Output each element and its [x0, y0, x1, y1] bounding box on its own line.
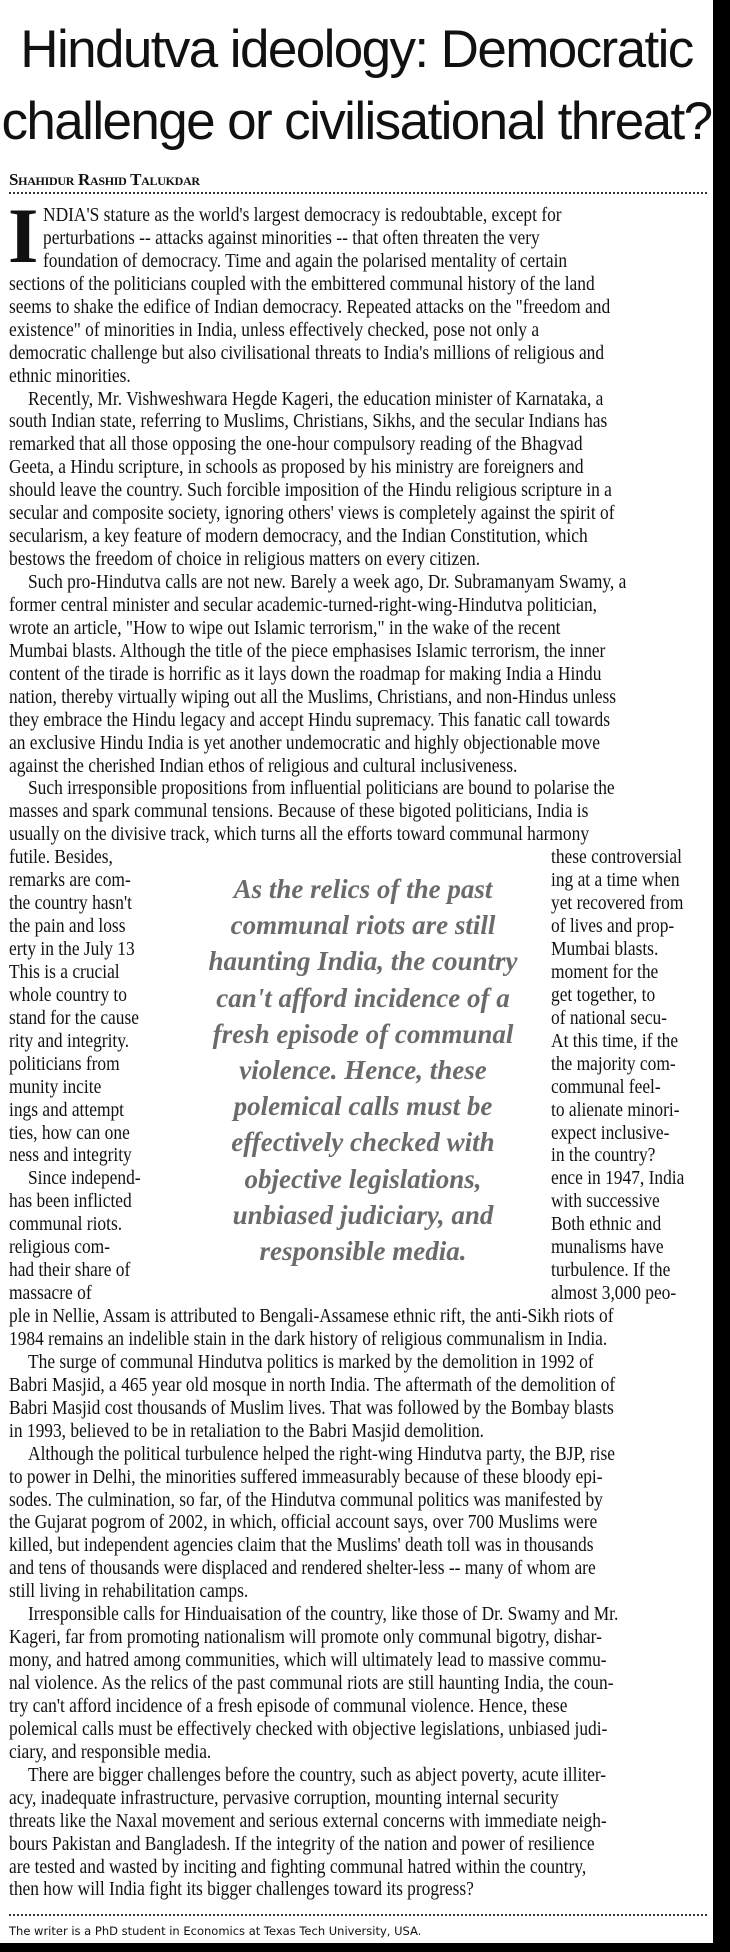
text-line: massacre of	[9, 1282, 92, 1305]
pull-quote-line: haunting India, the country	[208, 946, 518, 977]
text-line: ness and integrity	[9, 1144, 132, 1167]
text-line: ing at a time when	[551, 869, 680, 892]
text-line: remarked that all those opposing the one-hour compulsory reading of the Bhagvad	[9, 433, 583, 456]
text-line: Recently, Mr. Vishweshwara Hegde Kageri, the education minister of Karnataka, a	[28, 387, 604, 410]
text-line: wrote an article, "How to wipe out Islamic terrorism," in the wake of the recent	[9, 616, 561, 639]
byline-divider	[9, 192, 707, 194]
text-line: seems to shake the edifice of Indian democracy. Repeated attacks on the "freedom and	[9, 295, 611, 318]
text-line: almost 3,000 peo-	[551, 1282, 677, 1305]
text-line: the country hasn't	[9, 892, 132, 915]
text-line: nation, thereby virtually wiping out all the Muslims, Christians, and non-Hindus unless	[9, 685, 617, 708]
text-line: Babri Masjid, a 465 year old mosque in north India. The aftermath of the demolition of	[9, 1373, 616, 1396]
text-line: NDIA'S stature as the world's largest democracy is redoubtable, except for	[43, 204, 562, 226]
text-line: Mumbai blasts.	[551, 938, 659, 960]
paragraph	[9, 1603, 713, 1764]
text-line: polemical calls must be effectively checked with objective legislations, unbiased judi-	[9, 1717, 608, 1740]
text-line: turbulence. If the	[551, 1259, 671, 1282]
title-line-1: Hindutva ideology: Democratic	[20, 20, 693, 79]
text-line: mony, and hatred among communities, which will ultimately lead to massive commu-	[9, 1649, 607, 1672]
paragraph	[9, 1305, 713, 1351]
text-line: usually on the divisive track, which turns all the efforts toward communal harmony	[9, 823, 590, 846]
text-line: ings and attempt	[9, 1098, 125, 1121]
paragraph	[9, 388, 713, 572]
text-line: Geeta, a Hindu scripture, in schools as proposed by his ministry are foreigners and	[9, 456, 584, 479]
text-line: There are bigger challenges before the country, such as abject poverty, acute illiter-	[28, 1763, 607, 1786]
text-line: ciary, and responsible media.	[9, 1740, 212, 1763]
text-line: an exclusive Hindu India is yet another undemocratic and highly objectionable move	[9, 731, 600, 754]
paragraph	[9, 1764, 713, 1902]
pull-quote-line: As the relics of the past	[233, 874, 493, 904]
text-line: 1984 remains an indelible stain in the dark history of religious communalism in India.	[9, 1327, 608, 1350]
text-line: masses and spark communal tensions. Because of these bigoted politicians, India is	[9, 800, 589, 823]
text-line: Irresponsible calls for Hinduaisation of the country, like those of Dr. Swamy and Mr.	[28, 1603, 619, 1626]
pull-quote	[178, 871, 548, 1269]
text-line: south Indian state, referring to Muslims, Christians, Sikhs, and the secular Indians has	[9, 410, 608, 433]
pull-quote-line: effectively checked with	[231, 1127, 495, 1158]
text-line: of lives and prop-	[551, 915, 675, 938]
text-line: they embrace the Hindu legacy and accept Hindu supremacy. This fanatic call towards	[9, 708, 611, 731]
text-line: former central minister and secular academic-turned-right-wing-Hindutva politician,	[9, 593, 597, 616]
text-line: ence in 1947, India	[551, 1167, 685, 1190]
author-note: The writer is a PhD student in Economics at Texas Tech University, USA.	[9, 1924, 422, 1938]
paragraph	[8, 192, 713, 388]
text-line: get together, to	[551, 983, 656, 1006]
pull-quote-line: polemical calls must be	[233, 1091, 493, 1122]
pull-quote-line: communal riots are still	[230, 910, 496, 941]
text-line: killed, but independent agencies claim that the Muslims' death toll was in thousands	[9, 1534, 594, 1557]
text-line: perturbations -- attacks against minorities -- that often threaten the very	[43, 226, 540, 249]
text-line: yet recovered from	[551, 892, 684, 915]
right-border	[713, 0, 730, 1952]
text-line: to power in Delhi, the minorities suffered immeasurably because of these bloody epi-	[9, 1465, 603, 1488]
text-line: threats like the Naxal movement and serious external concerns with immediate neigh-	[9, 1809, 607, 1832]
text-line: Both ethnic and	[551, 1213, 662, 1236]
text-line: The surge of communal Hindutva politics is marked by the demolition in 1992 of	[28, 1350, 594, 1373]
bottom-border	[0, 1943, 730, 1952]
paragraph	[9, 777, 713, 846]
text-line: This is a crucial	[9, 960, 120, 983]
text-line: the pain and loss	[9, 915, 126, 938]
text-line: ties, how can one	[9, 1121, 130, 1144]
title-line-2: challenge or civilisational threat?	[1, 92, 712, 151]
text-line: Since independ-	[28, 1167, 141, 1190]
drop-cap: I	[8, 192, 39, 279]
text-line: try can't afford incidence of a fresh episode of communal violence. Hence, these	[9, 1694, 568, 1717]
text-line: acy, inadequate infrastructure, pervasive corruption, mounting internal security	[9, 1786, 559, 1809]
text-line: had their share of	[9, 1259, 131, 1282]
text-line: of national secu-	[551, 1006, 667, 1029]
article-title	[0, 14, 713, 158]
text-line: ple in Nellie, Assam is attributed to Bengali-Assamese ethnic rift, the anti-Sikh riots of	[9, 1305, 614, 1327]
text-line: in 1993, believed to be in retaliation to the Babri Masjid demolition.	[9, 1419, 485, 1442]
text-line: communal riots.	[9, 1213, 123, 1236]
text-line: remarks are com-	[9, 869, 131, 892]
pull-quote-line: can't afford incidence of a	[216, 982, 510, 1013]
text-line: moment for the	[551, 960, 659, 983]
text-line: Babri Masjid cost thousands of Muslim lives. That was followed by the Bombay blasts	[9, 1396, 614, 1419]
text-line: to alienate minori-	[551, 1098, 680, 1121]
paragraph	[9, 1443, 713, 1604]
text-line: foundation of democracy. Time and again the polarised mentality of certain	[43, 249, 568, 272]
text-line: secularism, a key feature of modern democracy, and the Indian Constitution, which	[9, 525, 588, 548]
pull-quote-line: unbiased judiciary, and	[232, 1199, 494, 1230]
text-line: content of the tirade is horrific as it lays down the roadmap for making India a Hindu	[9, 662, 602, 685]
text-line: nal violence. As the relics of the past communal riots are still haunting India, the coun-	[9, 1672, 614, 1694]
pull-quote-line: fresh episode of communal	[212, 1018, 514, 1049]
footer-divider	[9, 1914, 707, 1916]
text-line: communal feel-	[551, 1075, 661, 1098]
text-line: futile. Besides,	[9, 846, 113, 869]
text-line: politicians from	[9, 1052, 120, 1075]
text-line: sodes. The culmination, so far, of the Hindutva communal politics was manifested by	[9, 1488, 603, 1511]
text-line: Such pro-Hindutva calls are not new. Barely a week ago, Dr. Subramanyam Swamy, a	[28, 571, 627, 593]
text-line: should leave the country. Such forcible imposition of the Hindu religious scripture in a	[9, 479, 612, 502]
text-line: stand for the cause	[9, 1006, 139, 1029]
pull-quote-line: objective legislations,	[244, 1163, 482, 1194]
text-line: these controversial	[551, 846, 682, 869]
paragraph	[9, 1351, 713, 1443]
pull-quote-line: responsible media.	[259, 1236, 467, 1267]
text-line: with successive	[551, 1190, 660, 1213]
text-line: against the cherished Indian ethos of religious and cultural inclusiveness.	[9, 754, 518, 777]
text-line: ethnic minorities.	[9, 364, 131, 387]
text-line: are tested and wasted by inciting and fighting communal hatred within the country,	[9, 1855, 587, 1878]
text-line: still living in rehabilitation camps.	[9, 1580, 249, 1603]
right-column	[551, 846, 711, 1305]
text-line: rity and integrity.	[9, 1029, 130, 1052]
text-line: munity incite	[9, 1075, 102, 1098]
left-column	[9, 846, 169, 1305]
text-line: erty in the July 13	[9, 938, 135, 960]
text-line: whole country to	[9, 983, 127, 1006]
text-line: religious com-	[9, 1236, 111, 1259]
text-line: existence" of minorities in India, unless effectively checked, pose not only a	[9, 318, 540, 341]
text-line: At this time, if the	[551, 1029, 679, 1052]
text-line: secular and composite society, ignoring others' views is completely against the spirit of	[9, 502, 615, 525]
text-line: the majority com-	[551, 1052, 676, 1075]
byline: Shahidur Rashid Talukdar	[9, 170, 200, 189]
text-line: Mumbai blasts. Although the title of the piece emphasises Islamic terrorism, the inner	[9, 639, 606, 662]
text-line: in the country?	[551, 1144, 656, 1167]
text-line: democratic challenge but also civilisational threats to India's millions of religious and	[9, 341, 605, 364]
text-line: has been inflicted	[9, 1190, 132, 1213]
paragraph	[9, 571, 713, 777]
pull-quote-line: violence. Hence, these	[239, 1055, 487, 1086]
text-line: munalisms have	[551, 1236, 664, 1259]
text-line: bestows the freedom of choice in religious matters on every citizen.	[9, 548, 481, 571]
text-line: the Gujarat pogrom of 2002, in which, official account says, over 700 Muslims were	[9, 1511, 598, 1534]
text-line: sections of the politicians coupled with the embittered communal history of the land	[9, 272, 595, 295]
text-line: bours Pakistan and Bangladesh. If the integrity of the nation and power of resilience	[9, 1832, 595, 1855]
text-line: Although the political turbulence helped the right-wing Hindutva party, the BJP, rise	[28, 1442, 615, 1465]
text-line: expect inclusive-	[551, 1121, 670, 1144]
text-line: and tens of thousands were displaced and rendered shelter-less -- many of whom are	[9, 1557, 596, 1580]
text-line: then how will India fight its bigger challenges toward its progress?	[9, 1878, 474, 1901]
text-line: Such irresponsible propositions from influential politicians are bound to polarise the	[28, 777, 615, 800]
text-line: Kageri, far from promoting nationalism will promote only communal bigotry, dishar-	[9, 1626, 602, 1649]
